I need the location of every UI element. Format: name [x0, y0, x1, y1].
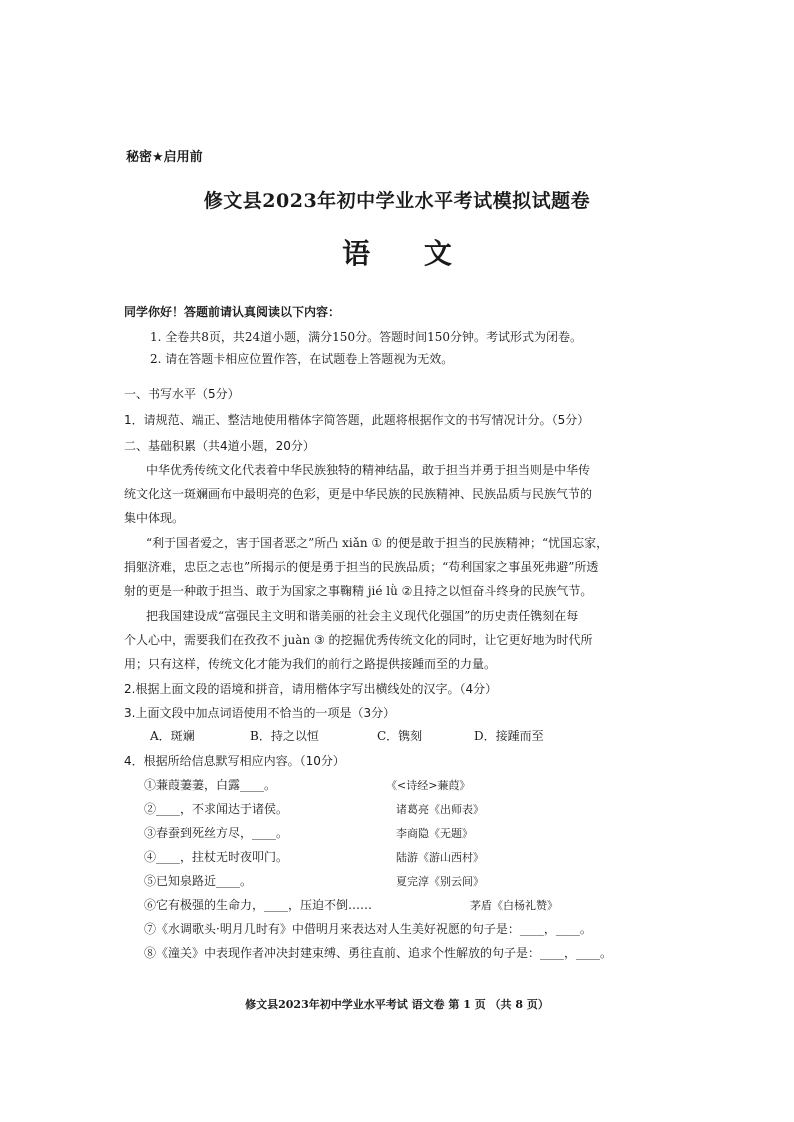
option-b: B．持之以恒 [250, 729, 319, 743]
recite-item: ⑥它有极强的生命力，____，压迫不倒…… [144, 898, 373, 912]
recite-source: 陆游《游山西村》 [396, 851, 484, 864]
recite-source: 夏完淳《别云间》 [396, 875, 484, 888]
recite-item: ⑤已知泉路近____。 [144, 874, 253, 888]
recite-item: ②____，不求闻达于诸侯。 [144, 802, 289, 816]
passage-line: “利于国者爱之，害于国者恶之”所凸 xiǎn ① 的便是敢于担当的民族精神；“忧国忘家， [146, 536, 609, 550]
passage-line: 统文化这一斑斓画布中最明亮的色彩，更是中华民族的民族精神、民族品质与民族气节的 [124, 487, 593, 501]
page-footer: 修文县2023年初中学业水平考试 语文卷 第 1 页 （共 8 页） [245, 998, 549, 1011]
recite-source: 诸葛亮《出师表》 [396, 803, 484, 816]
recite-item: ④____，拄杖无时夜叩门。 [144, 850, 289, 864]
recite-source: 茅盾《白杨礼赞》 [470, 899, 558, 912]
passage-line: 集中体现。 [124, 511, 185, 525]
option-d: D．接踵而至 [474, 729, 544, 743]
recite-item: ⑧《潼关》中表现作者冲决封建束缚、勇往直前、追求个性解放的句子是：____，____。 [144, 946, 613, 960]
instruction-item: 1. 全卷共8页，共24道小题，满分150分。答题时间150分钟。考试形式为闭卷。 [150, 330, 582, 344]
instructions-heading: 同学你好！答题前请认真阅读以下内容： [124, 305, 341, 319]
section1-heading: 一、书写水平（5分） [124, 387, 240, 401]
subject-title: 语 文 [342, 237, 474, 270]
passage-line: 个人心中，需要我们在孜孜不 juàn ③ 的挖掘优秀传统文化的同时，让它更好地为时代所 [124, 633, 593, 647]
option-c: C．镌刻 [377, 729, 423, 743]
passage-line: 捐躯济难，忠臣之志也”所揭示的便是勇于担当的民族品质；“苟利国家之事虽死弗避”所透 [124, 560, 599, 574]
passage-line: 中华优秀传统文化代表着中华民族独特的精神结晶，敢于担当并勇于担当则是中华传 [146, 463, 591, 477]
question-2: 2.根据上面文段的语境和拼音，请用楷体字写出横线处的汉字。（4分） [124, 682, 498, 696]
exam-title: 修文县2023年初中学业水平考试模拟试题卷 [203, 190, 591, 212]
passage-line: 把我国建设成“富强民主文明和谐美丽的社会主义现代化强国”的历史责任镌刻在每 [146, 609, 579, 623]
question-4: 4．根据所给信息默写相应内容。（10分） [124, 754, 345, 768]
section2-heading: 二、基础积累（共4道小题，20分） [124, 439, 315, 453]
recite-item: ③春蚕到死丝方尽，____。 [144, 826, 289, 840]
instruction-item: 2. 请在答题卡相应位置作答，在试题卷上答题视为无效。 [150, 352, 454, 366]
recite-item: ①蒹葭萋萋，白露____。 [144, 778, 277, 792]
option-a: A．斑斓 [150, 729, 195, 743]
question-1: 1．请规范、端正、整洁地使用楷体字简答题，此题将根据作文的书写情况计分。（5分） [124, 413, 590, 427]
passage-line: 射的更是一种敢于担当、敢于为国家之事鞠精 jié lǜ ②且持之以恒奋斗终身的民族气节。 [124, 584, 593, 598]
secret-label: 秘密★启用前 [126, 150, 203, 165]
passage-line: 用；只有这样，传统文化才能为我们的前行之路提供接踵而至的力量。 [124, 657, 497, 671]
question-3: 3.上面文段中加点词语使用不恰当的一项是（3分） [124, 706, 396, 720]
recite-item: ⑦《水调歌头·明月几时有》中借明月来表达对人生美好祝愿的句子是：____，____。 [144, 922, 592, 936]
recite-source: 李商隐《无题》 [396, 827, 473, 840]
recite-source: 《<诗经>蒹葭》 [386, 779, 471, 792]
